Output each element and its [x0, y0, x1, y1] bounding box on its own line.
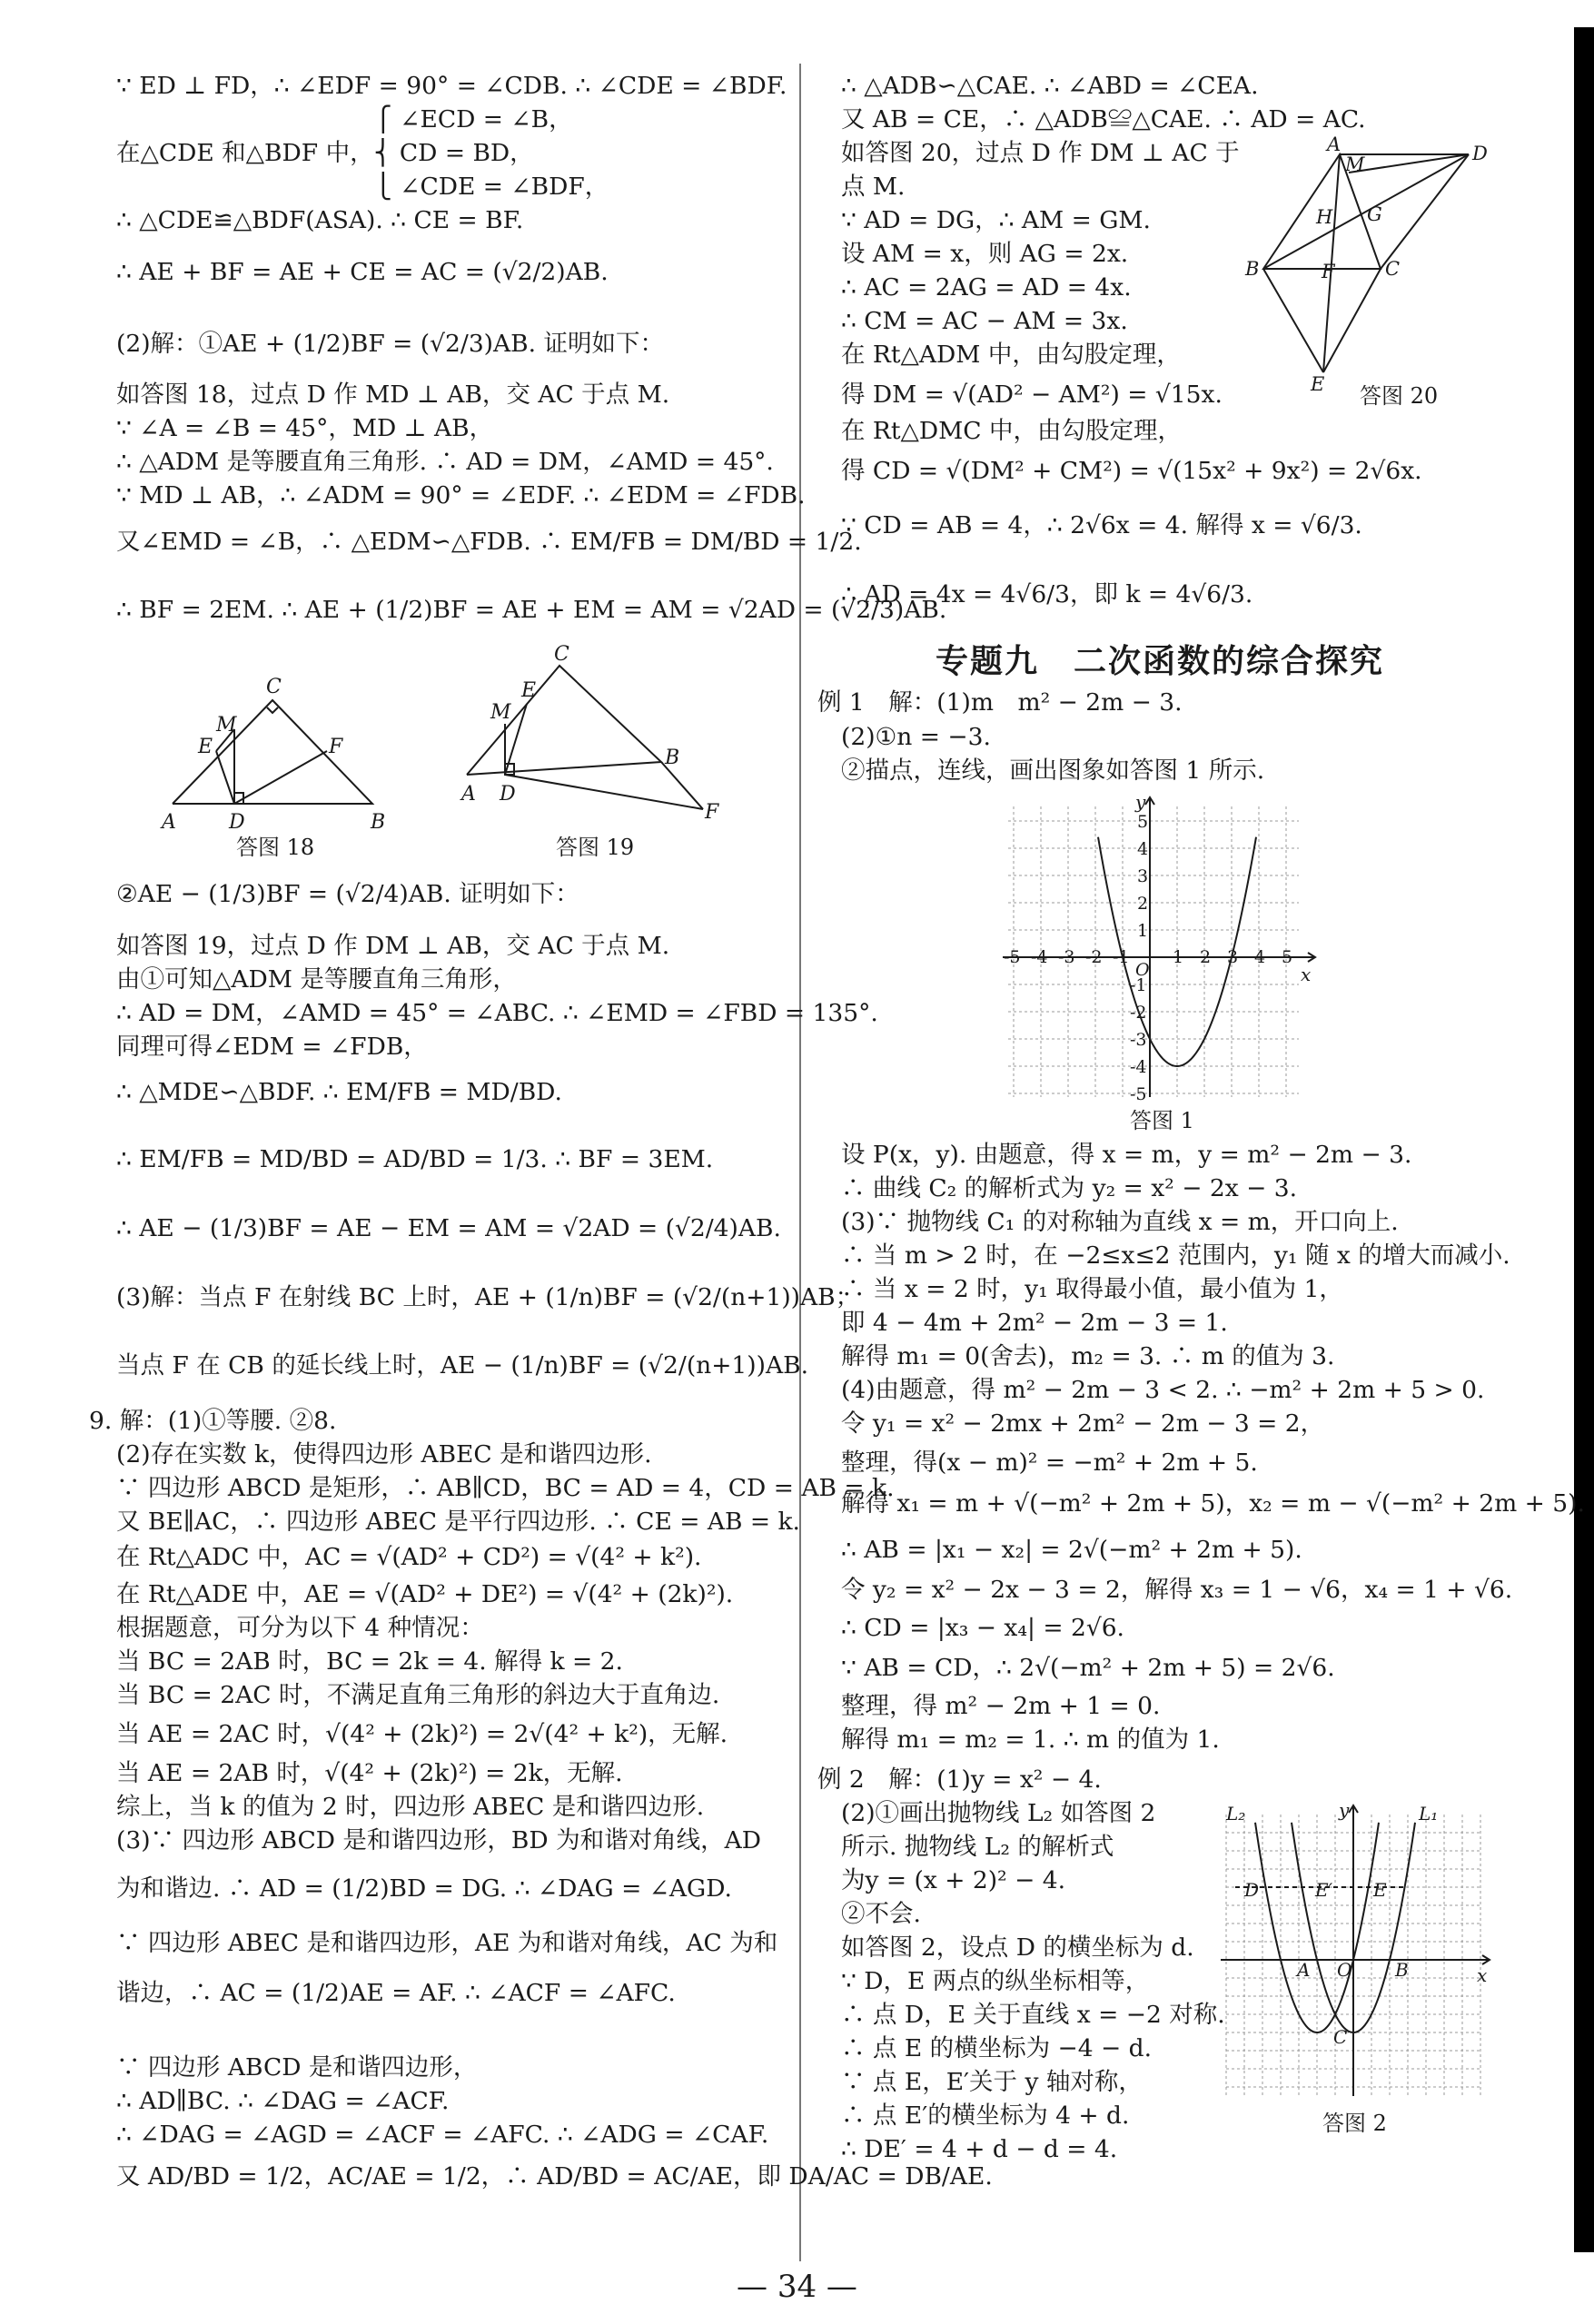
text-line: 同理可得∠EDM = ∠FDB，: [116, 1033, 428, 1061]
graph1-x-tick: -5: [1004, 947, 1021, 967]
graph2-label-a: A: [1297, 1959, 1311, 1981]
binding-edge-bar: [1574, 27, 1594, 2252]
text-line: 令 y₂ = x² − 2x − 3 = 2，解得 x₃ = 1 − √6，x₄ = 1 + √6.: [841, 1576, 1513, 1604]
text-line: 谐边，∴ AC = (1/2)AE = AF. ∴ ∠ACF = ∠AFC.: [116, 1979, 676, 2007]
graph2-label-e: E: [1373, 1879, 1387, 1901]
text-line: 又∠EMD = ∠B，∴ △EDM∽△FDB. ∴ EM/FB = DM/BD = 1/2.: [116, 528, 862, 556]
text-line: ∵ ∠A = ∠B = 45°，MD ⊥ AB，: [116, 414, 494, 442]
text-line: ∵ 四边形 ABCD 是矩形，∴ AB∥CD，BC = AD = 4，CD = AB = k.: [116, 1474, 895, 1502]
fig19-label-d: D: [500, 783, 516, 806]
text-line: ∴ ∠DAG = ∠AGD = ∠ACF = ∠AFC. ∴ ∠ADG = ∠CAF.: [116, 2121, 769, 2149]
text-line: ∴ △MDE∽△BDF. ∴ EM/FB = MD/BD.: [116, 1078, 562, 1106]
fig18-label-d: D: [229, 811, 245, 834]
text-line: ⎩ ∠CDE = ∠BDF，: [374, 173, 609, 201]
fig20-bd: [1263, 154, 1469, 269]
text-line: 点 M.: [841, 173, 906, 201]
text-line: ∴ AD = DM，∠AMD = 45° = ∠ABC. ∴ ∠EMD = ∠FBD = 135°.: [116, 999, 878, 1027]
text-line: 例 2 解：(1)y = x² − 4.: [817, 1765, 1102, 1794]
fig18-caption: 答图 18: [236, 835, 315, 858]
fig18-label-f: F: [329, 736, 343, 758]
graph1-x-tick: 1: [1173, 947, 1184, 967]
graph1-x-tick: 2: [1200, 947, 1212, 967]
fig20-label-m: M: [1345, 153, 1365, 175]
fig20-be: [1263, 269, 1323, 372]
text-line: ∴ 点 E 的横坐标为 −4 − d.: [841, 2034, 1153, 2062]
text-line: 得 DM = √(AD² − AM²) = √15x.: [841, 381, 1223, 409]
column-divider: [799, 64, 801, 2261]
graph1-x-tick: 4: [1254, 947, 1266, 967]
text-line: 解得 x₁ = m + √(−m² + 2m + 5)，x₂ = m − √(−m² + 2m + 5).: [841, 1489, 1585, 1518]
graph2-label-e-prime: E′: [1315, 1879, 1333, 1901]
text-line: 如答图 20，过点 D 作 DM ⊥ AC 于: [841, 139, 1240, 167]
text-line: 当 AE = 2AC 时，√(4² + (2k)²) = 2√(4² + k²)，无解.: [116, 1720, 728, 1748]
text-line: (2)①画出抛物线 L₂ 如答图 2: [841, 1799, 1156, 1827]
text-line: 如答图 2，设点 D 的横坐标为 d.: [841, 1933, 1194, 1962]
fig20-caption: 答图 20: [1360, 383, 1439, 407]
text-line: 解得 m₁ = 0(舍去)，m₂ = 3. ∴ m 的值为 3.: [841, 1342, 1335, 1370]
graph1-caption: 答图 1: [1130, 1108, 1194, 1133]
fig20-label-f: F: [1322, 261, 1335, 282]
text-line: 当 BC = 2AB 时，BC = 2k = 4. 解得 k = 2.: [116, 1647, 623, 1676]
fig19-caption: 答图 19: [556, 835, 635, 858]
text-line: (3)解：当点 F 在射线 BC 上时，AE + (1/n)BF = (√2/(n+1))AB；: [116, 1283, 860, 1311]
text-line: 当 AE = 2AB 时，√(4² + (2k)²) = 2k，无解.: [116, 1759, 623, 1787]
text-line: 综上，当 k 的值为 2 时，四边形 ABEC 是和谐四边形.: [116, 1793, 705, 1821]
text-line: ②不会.: [841, 1900, 921, 1928]
text-line: (2)存在实数 k，使得四边形 ABEC 是和谐四边形.: [116, 1440, 652, 1469]
text-line: 得 CD = √(DM² + CM²) = √(15x² + 9x²) = 2√6x.: [841, 457, 1422, 485]
text-line: 为和谐边. ∴ AD = (1/2)BD = DG. ∴ ∠DAG = ∠AGD.: [116, 1874, 732, 1903]
text-line: 在△CDE 和△BDF 中，⎨ CD = BD，: [116, 139, 534, 167]
text-line: ∴ EM/FB = MD/BD = AD/BD = 1/3. ∴ BF = 3EM.: [116, 1145, 714, 1173]
text-line: ∴ AC = 2AG = AD = 4x.: [841, 273, 1132, 302]
graph1-origin: O: [1135, 960, 1150, 980]
text-line: 整理，得(x − m)² = −m² + 2m + 5.: [841, 1449, 1258, 1477]
graph1-y-tick: 4: [1137, 839, 1149, 859]
text-line: ∵ AB = CD，∴ 2√(−m² + 2m + 5) = 2√6.: [841, 1654, 1335, 1682]
fig19-label-f: F: [705, 801, 719, 824]
text-line: ∴ BF = 2EM. ∴ AE + (1/2)BF = AE + EM = AM = √2AD = (√2/3)AB.: [116, 596, 947, 624]
text-line: 根据题意，可分为以下 4 种情况：: [116, 1614, 484, 1642]
text-line: ∵ CD = AB = 4，∴ 2√6x = 4. 解得 x = √6/3.: [841, 511, 1362, 539]
text-line: ∴ CD = |x₃ − x₄| = 2√6.: [841, 1614, 1124, 1642]
fig20-label-e: E: [1311, 373, 1325, 395]
graph1-x-label: x: [1301, 964, 1312, 985]
fig20-label-g: G: [1367, 203, 1382, 225]
text-line: ∵ 点 E，E′关于 y 轴对称，: [841, 2068, 1143, 2096]
fig19-label-e: E: [521, 679, 537, 702]
graph2-label-c: C: [1333, 2026, 1348, 2048]
graph1-y-tick: 1: [1137, 921, 1149, 941]
text-line: ∴ DE′ = 4 + d − d = 4.: [841, 2135, 1118, 2163]
text-line: ∴ AD = 4x = 4√6/3，即 k = 4√6/3.: [841, 580, 1253, 608]
text-line: 又 AB = CE，∴ △ADB≌△CAE. ∴ AD = AC.: [841, 105, 1366, 134]
fig18-right-angle: [267, 707, 278, 713]
text-line: ∴ AD∥BC. ∴ ∠DAG = ∠ACF.: [116, 2087, 450, 2115]
text-line: ∵ AD = DG，∴ AM = GM.: [841, 206, 1151, 234]
graph1-x-tick: 5: [1282, 947, 1293, 967]
graph1-y-tick: -5: [1130, 1084, 1147, 1104]
graph1-x-tick: 3: [1227, 947, 1239, 967]
text-line: 又 BE∥AC，∴ 四边形 ABEC 是平行四边形. ∴ CE = AB = k.: [116, 1508, 800, 1536]
text-line: ∴ AE + BF = AE + CE = AC = (√2/2)AB.: [116, 258, 609, 286]
graph2-label-l1: L₁: [1419, 1803, 1439, 1825]
figure-18: [154, 640, 400, 858]
text-line: ∴ AE − (1/3)BF = AE − EM = AM = √2AD = (√2/4)AB.: [116, 1214, 781, 1242]
text-line: (4)由题意，得 m² − 2m − 3 < 2. ∴ −m² + 2m + 5 > 0.: [841, 1376, 1485, 1404]
text-line: 即 4 − 4m + 2m² − 2m − 3 = 1.: [841, 1309, 1228, 1337]
fig18-label-c: C: [266, 676, 282, 698]
fig18-label-a: A: [162, 811, 176, 834]
fig18-label-m: M: [216, 714, 237, 737]
graph1-y-tick: 2: [1137, 894, 1149, 914]
text-line: 设 P(x，y). 由题意，得 x = m，y = m² − 2m − 3.: [841, 1141, 1412, 1169]
graph1-y-tick: -1: [1130, 975, 1147, 995]
graph1-y-tick: -2: [1130, 1003, 1147, 1023]
fig20-label-c: C: [1385, 258, 1401, 280]
fig20-label-a: A: [1327, 134, 1342, 155]
text-line: 为y = (x + 2)² − 4.: [841, 1866, 1066, 1894]
text-line: 令 y₁ = x² − 2mx + 2m² − 2m − 3 = 2，: [841, 1409, 1325, 1438]
figure-19: [454, 640, 745, 858]
text-line: 当 BC = 2AC 时，不满足直角三角形的斜边大于直角边.: [116, 1681, 720, 1709]
text-line: ∴ AB = |x₁ − x₂| = 2√(−m² + 2m + 5).: [841, 1536, 1302, 1564]
text-line: 在 Rt△ADE 中，AE = √(AD² + DE²) = √(4² + (2k)²).: [116, 1580, 734, 1608]
text-line: ∴ 当 m > 2 时，在 −2≤x≤2 范围内，y₁ 随 x 的增大而减小.: [841, 1241, 1510, 1270]
text-line: (3)∵ 抛物线 C₁ 的对称轴为直线 x = m，开口向上.: [841, 1208, 1399, 1236]
text-line: ∵ 四边形 ABCD 是和谐四边形，: [116, 2053, 478, 2082]
text-line: 解得 m₁ = m₂ = 1. ∴ m 的值为 1.: [841, 1726, 1220, 1754]
fig19-df: [505, 775, 703, 809]
text-line: (2)①n = −3.: [841, 723, 991, 751]
graph2-label-x: x: [1477, 1964, 1488, 1986]
text-line: 整理，得 m² − 2m + 1 = 0.: [841, 1692, 1161, 1720]
text-line: ∴ △ADB∽△CAE. ∴ ∠ABD = ∠CEA.: [841, 72, 1259, 100]
text-line: 在 Rt△ADM 中，由勾股定理，: [841, 341, 1181, 369]
text-line: ∵ ED ⊥ FD，∴ ∠EDF = 90° = ∠CDB. ∴ ∠CDE = ∠BDF.: [116, 72, 787, 100]
graph2-caption: 答图 2: [1322, 2111, 1387, 2136]
figure-20: [1240, 134, 1494, 407]
text-line: ②AE − (1/3)BF = (√2/4)AB. 证明如下：: [116, 880, 579, 908]
graph1-y-tick: -4: [1130, 1057, 1147, 1077]
text-line: ∴ CM = AC − AM = 3x.: [841, 307, 1128, 335]
text-line: (2)解：①AE + (1/2)BF = (√2/3)AB. 证明如下：: [116, 330, 664, 358]
page-number: — 34 —: [737, 2269, 857, 2305]
text-line: 如答图 19，过点 D 作 DM ⊥ AB，交 AC 于点 M.: [116, 932, 670, 960]
text-line: 例 1 解：(1)m m² − 2m − 3.: [817, 688, 1183, 717]
text-line: 当点 F 在 CB 的延长线上时，AE − (1/n)BF = (√2/(n+1))AB.: [116, 1351, 809, 1380]
graph1-x-tick: -3: [1058, 947, 1075, 967]
fig20-label-b: B: [1245, 258, 1260, 280]
fig18-de: [216, 751, 234, 804]
graph1-y-tick: 5: [1137, 812, 1149, 832]
text-line: 在 Rt△ADC 中，AC = √(AD² + CD²) = √(4² + k²).: [116, 1543, 702, 1571]
text-line: ∴ 点 E′的横坐标为 4 + d.: [841, 2101, 1130, 2130]
text-line: ∴ 点 D，E 关于直线 x = −2 对称.: [841, 2001, 1225, 2029]
text-line: ∴ 曲线 C₂ 的解析式为 y₂ = x² − 2x − 3.: [841, 1174, 1297, 1202]
text-line: 又 AD/BD = 1/2，AC/AE = 1/2，∴ AD/BD = AC/AE，即 DA/AC = DB/AE.: [116, 2162, 993, 2190]
fig20-label-h: H: [1316, 206, 1333, 228]
section-title: 专题九 二次函数的综合探究: [936, 643, 1385, 680]
fig18-label-e: E: [198, 736, 213, 758]
fig19-label-a: A: [461, 783, 476, 806]
graph2-label-y: y: [1339, 1799, 1350, 1821]
text-line: 在 Rt△DMC 中，由勾股定理，: [841, 417, 1182, 445]
text-line: ∴ △ADM 是等腰直角三角形. ∴ AD = DM，∠AMD = 45°.: [116, 448, 774, 476]
fig19-label-c: C: [554, 643, 569, 666]
fig19-label-b: B: [665, 747, 680, 769]
text-line: 设 AM = x，则 AG = 2x.: [841, 240, 1129, 268]
text-line: 由①可知△ADM 是等腰直角三角形，: [116, 965, 517, 994]
graph2-label-o: O: [1337, 1959, 1352, 1981]
text-line: 所示. 抛物线 L₂ 的解析式: [841, 1833, 1114, 1861]
fig20-cd: [1381, 154, 1469, 269]
text-line: (3)∵ 四边形 ABCD 是和谐四边形，BD 为和谐对角线，AD: [116, 1826, 761, 1854]
fig20-ce: [1323, 269, 1381, 372]
graph1-y-tick: 3: [1137, 866, 1149, 886]
text-line: ∵ D，E 两点的纵坐标相等，: [841, 1967, 1150, 1995]
text-line: 9. 解：(1)①等腰. ②8.: [89, 1407, 337, 1435]
text-line: ⎧ ∠ECD = ∠B，: [374, 105, 573, 134]
text-line: ∵ MD ⊥ AB，∴ ∠ADM = 90° = ∠EDF. ∴ ∠EDM = ∠FDB.: [116, 481, 806, 509]
fig18-df: [234, 751, 327, 804]
graph1-y-label: y: [1135, 791, 1146, 813]
text-line: ②描点，连线，画出图象如答图 1 所示.: [841, 757, 1265, 785]
graph1-x-tick: -1: [1113, 947, 1130, 967]
graph-1: [999, 788, 1326, 1133]
fig19-label-m: M: [490, 701, 511, 724]
text-line: 如答图 18，过点 D 作 MD ⊥ AB，交 AC 于点 M.: [116, 381, 670, 409]
graph1-y-tick: -3: [1130, 1030, 1147, 1050]
text-line: ∴ △CDE≌△BDF(ASA). ∴ CE = BF.: [116, 206, 524, 234]
text-line: ∴ 当 x = 2 时，y₁ 取得最小值，最小值为 1，: [841, 1275, 1343, 1303]
graph-2: [1217, 1796, 1508, 2141]
graph2-label-b: B: [1395, 1959, 1409, 1981]
graph1-x-tick: -2: [1085, 947, 1103, 967]
graph2-label-l2: L₂: [1226, 1803, 1246, 1825]
fig18-label-b: B: [371, 811, 386, 834]
graph1-x-tick: -4: [1031, 947, 1048, 967]
text-line: ∵ 四边形 ABEC 是和谐四边形，AE 为和谐对角线，AC 为和: [116, 1929, 778, 1957]
graph2-label-d: D: [1244, 1879, 1260, 1901]
fig20-label-d: D: [1472, 143, 1488, 164]
